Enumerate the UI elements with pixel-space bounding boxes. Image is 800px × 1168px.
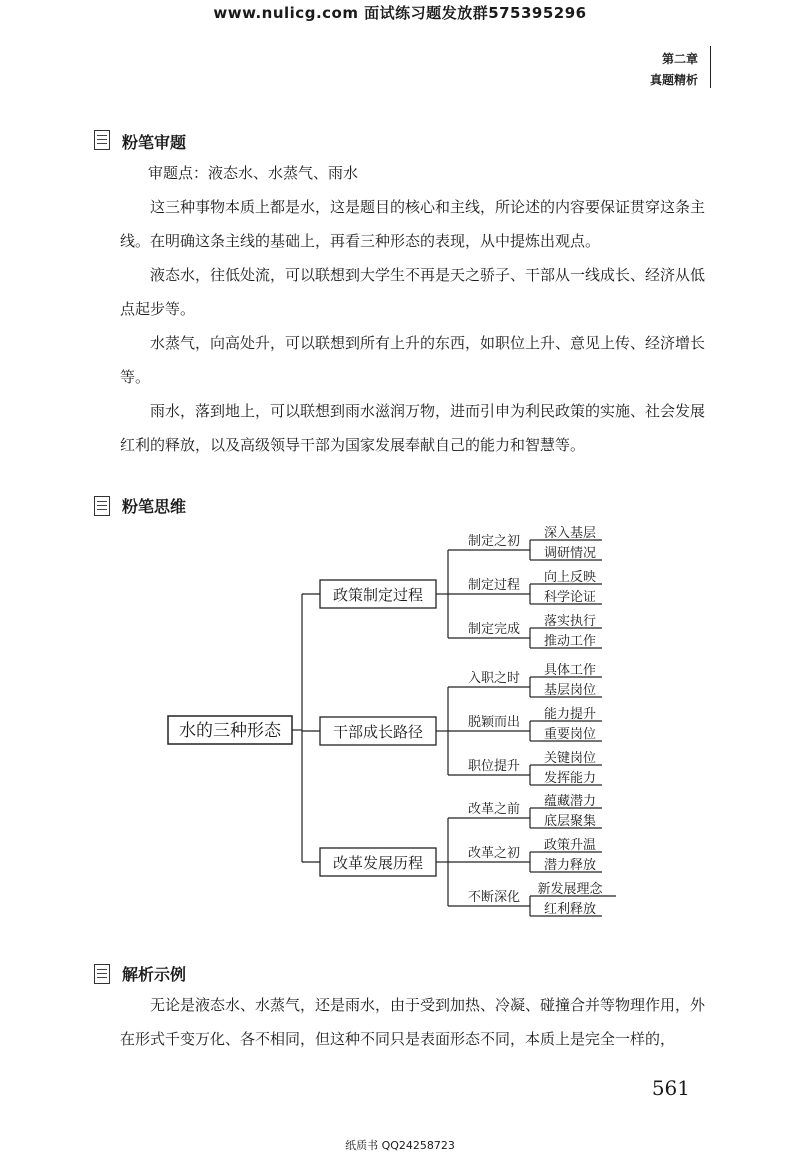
chapter-title: 第二章 [661, 52, 698, 66]
section-title-review: 粉笔审题 [122, 133, 187, 152]
mindmap-leaf: 重要岗位 [543, 727, 597, 742]
paragraph: 液态水，往低处流，可以联想到大学生不再是天之骄子、干部从一线成长、经济从低点起步等。 [120, 266, 706, 318]
mindmap-leaf: 具体工作 [543, 663, 597, 678]
paragraph: 这三种事物本质上都是水，这是题目的核心和主线，所论述的内容要保证贯穿这条主线。在明确这条主线的基础上，再看三种形态的表现，从中提炼出观点。 [120, 198, 706, 250]
mindmap-leaf: 能力提升 [543, 707, 597, 722]
mindmap-root: 水的三种形态 [179, 721, 281, 741]
section-title-thinking: 粉笔思维 [122, 497, 187, 516]
notebook-icon [94, 964, 110, 984]
mindmap-child: 脱颖而出 [467, 715, 521, 730]
mindmap-branch: 改革发展历程 [332, 854, 424, 872]
mindmap-leaf: 底层聚集 [543, 814, 597, 829]
mindmap-leaf: 潜力释放 [543, 858, 597, 873]
site-banner: www.nulicg.com 面试练习题发放群575395296 [213, 4, 587, 22]
mindmap-leaf: 新发展理念 [537, 882, 603, 897]
paragraph: 无论是液态水、水蒸气，还是雨水，由于受到加热、冷凝、碰撞合并等物理作用，外在形式千变万化、各不相同，但这种不同只是表面形态不同，本质上是完全一样的， [120, 996, 706, 1048]
mindmap-leaf: 蕴藏潜力 [543, 794, 597, 809]
paragraph: 水蒸气，向高处升，可以联想到所有上升的东西，如职位上升、意见上传、经济增长等。 [120, 334, 706, 386]
mindmap-child: 制定完成 [467, 622, 521, 637]
mindmap-leaf: 政策升温 [543, 838, 597, 853]
mindmap-leaf: 基层岗位 [543, 683, 597, 698]
mindmap-leaf: 向上反映 [543, 570, 597, 585]
mindmap-leaf: 深入基层 [543, 526, 597, 541]
footer-note: 纸质书 QQ24258723 [345, 1139, 455, 1152]
mindmap-leaf: 落实执行 [543, 614, 597, 629]
mindmap-branch: 政策制定过程 [332, 586, 424, 604]
mindmap-child: 改革之初 [467, 846, 521, 861]
mindmap-child: 制定之初 [467, 534, 521, 549]
mindmap-leaf: 科学论证 [543, 590, 597, 605]
mindmap-leaf: 推动工作 [543, 634, 597, 649]
mindmap-leaf: 红利释放 [543, 902, 597, 917]
page-number: 561 [651, 1076, 690, 1100]
review-points: 审题点：液态水、水蒸气、雨水 [148, 164, 359, 182]
chapter-subtitle: 真题精析 [649, 73, 698, 87]
mindmap-child: 不断深化 [467, 890, 521, 905]
mindmap-leaf: 关键岗位 [543, 751, 597, 766]
mindmap-child: 改革之前 [467, 802, 521, 817]
section-title-example: 解析示例 [122, 965, 187, 984]
mindmap-leaf: 调研情况 [543, 546, 597, 561]
paragraph: 雨水，落到地上，可以联想到雨水滋润万物，进而引申为利民政策的实施、社会发展红利的释放，以及高级领导干部为国家发展奉献自己的能力和智慧等。 [120, 402, 706, 454]
mindmap-child: 入职之时 [467, 671, 521, 686]
mindmap-branch: 干部成长路径 [332, 723, 424, 741]
mindmap-child: 制定过程 [467, 578, 521, 593]
mindmap-leaf: 发挥能力 [543, 771, 597, 786]
mindmap-child: 职位提升 [467, 759, 521, 774]
